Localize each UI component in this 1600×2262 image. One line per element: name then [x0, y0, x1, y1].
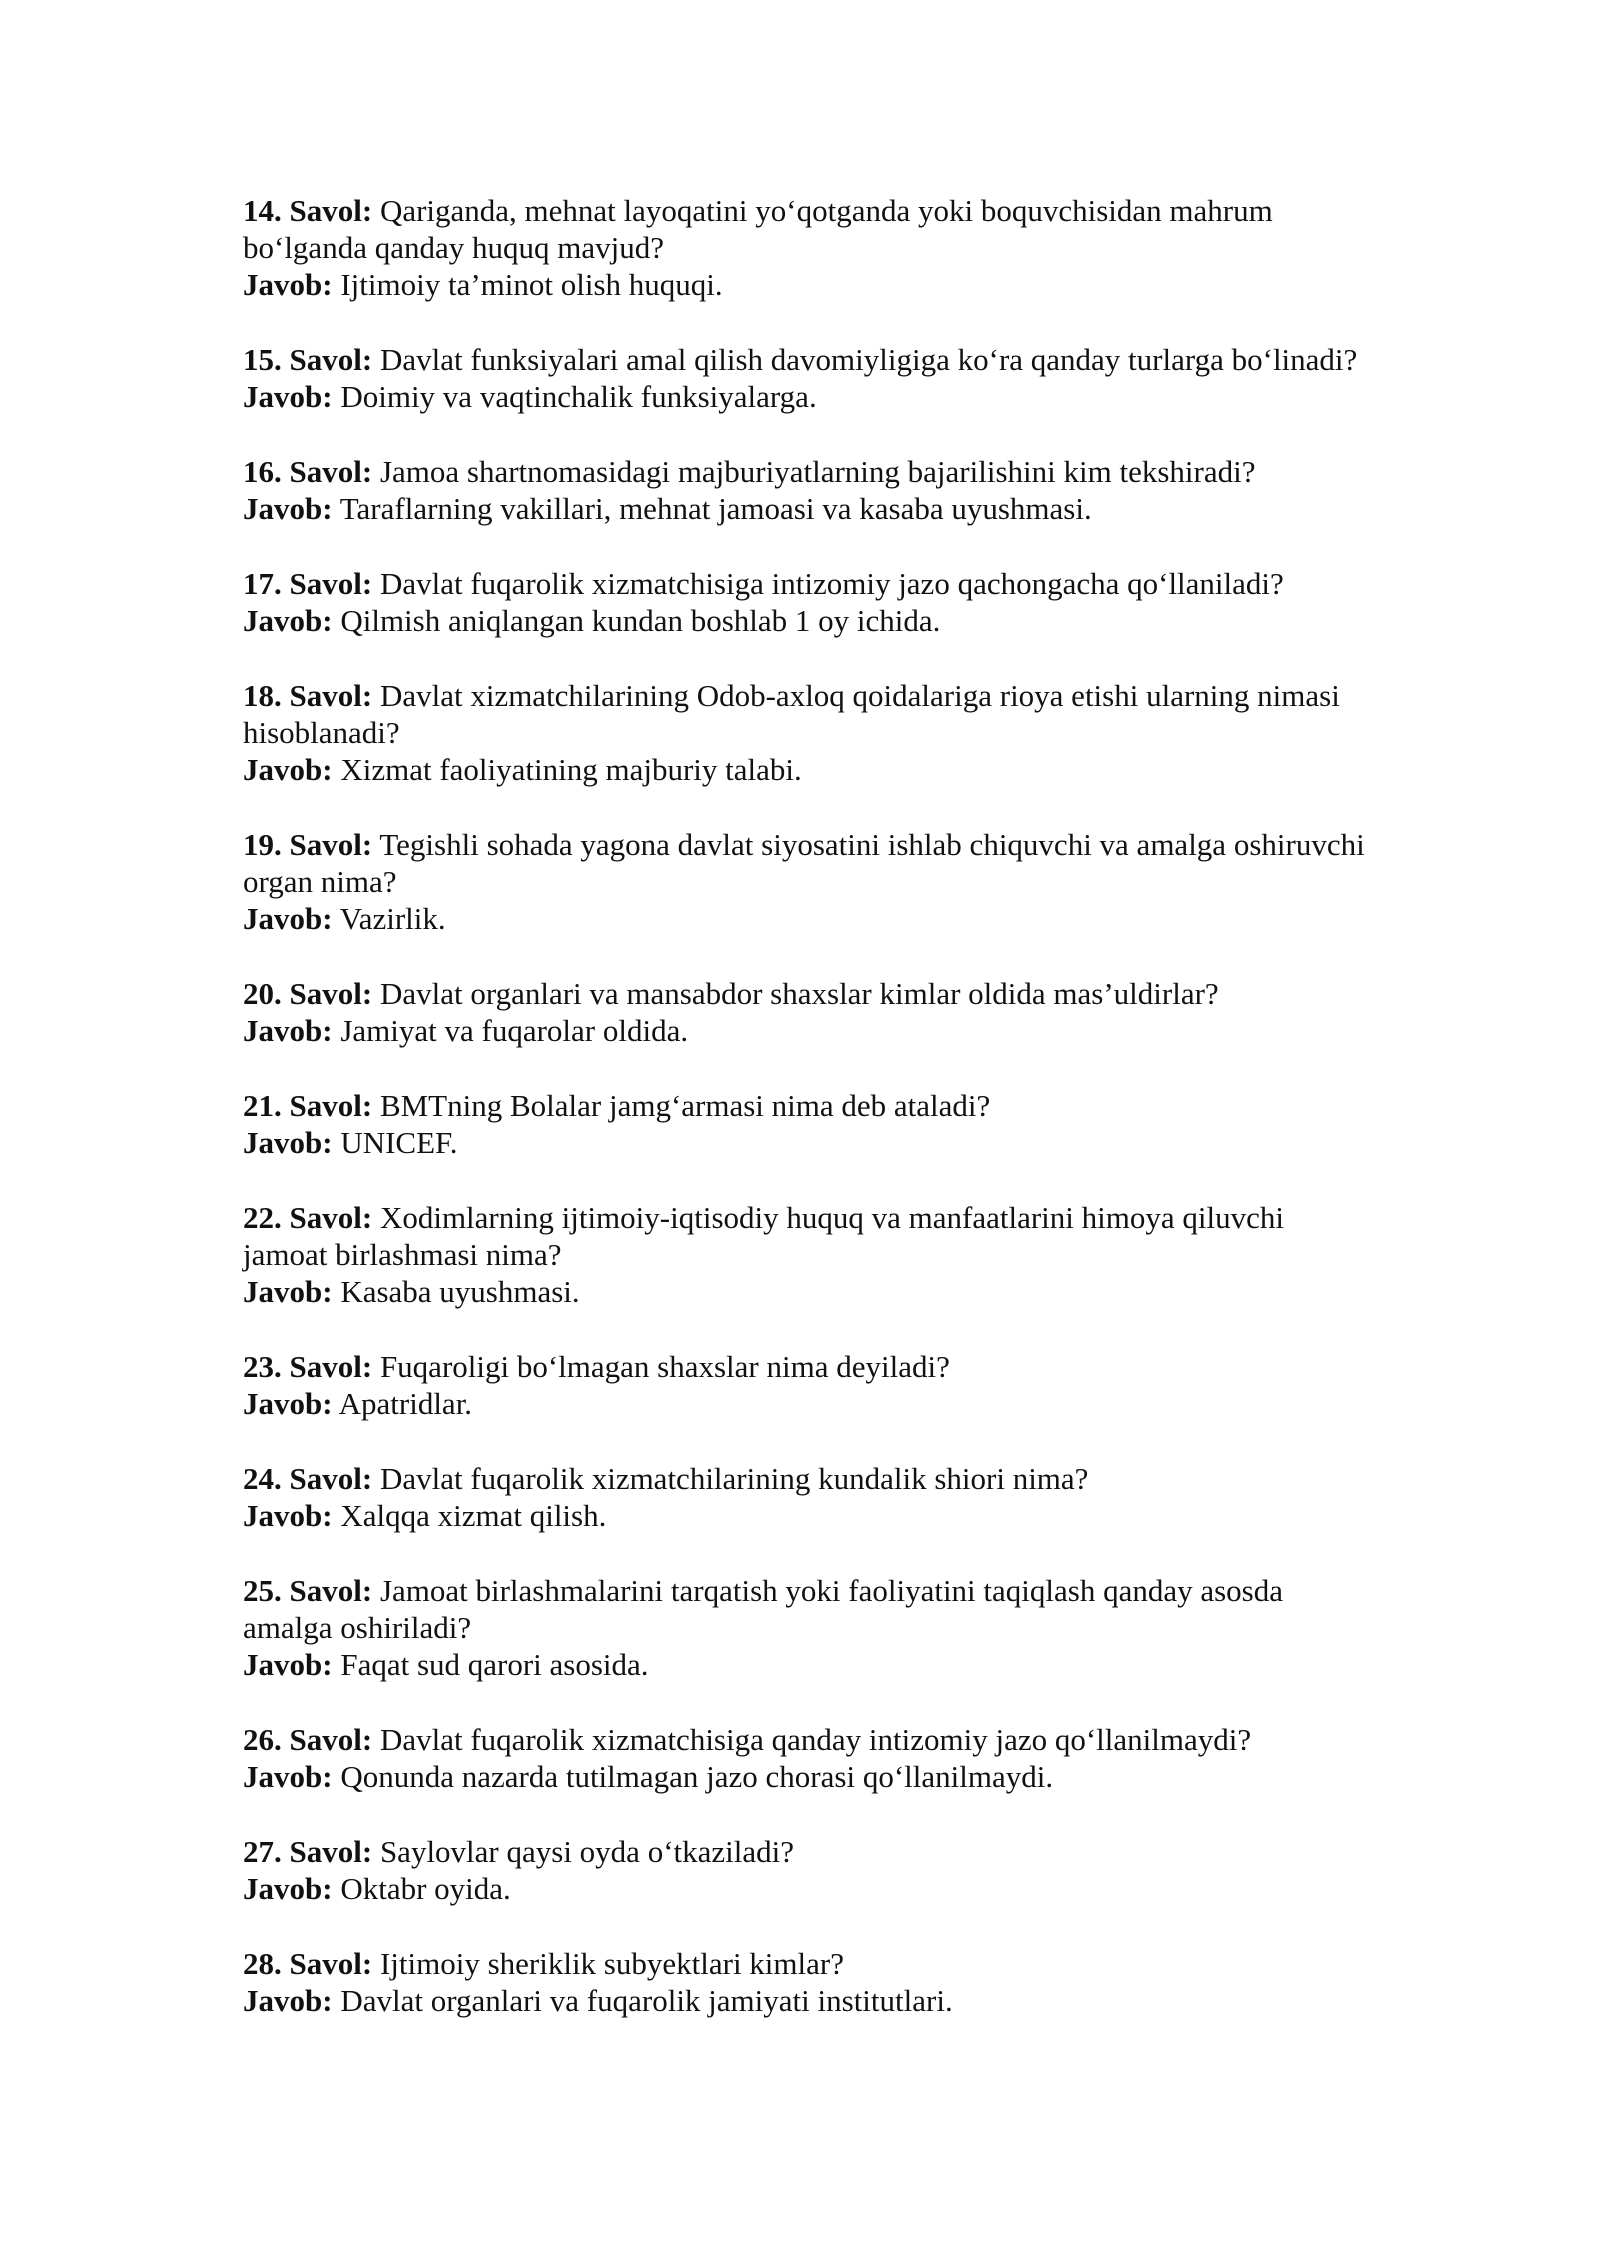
answer-label: Javob: — [243, 491, 333, 526]
qa-item — [243, 453, 1373, 527]
answer-line — [243, 1870, 1373, 1907]
answer-line — [243, 900, 1373, 937]
question-text: Davlat organlari va mansabdor shaxslar kimlar oldida mas’uldirlar? — [379, 976, 1219, 1011]
question-label: Savol: — [289, 1722, 373, 1757]
question-line — [243, 1199, 1373, 1273]
answer-label: Javob: — [243, 603, 333, 638]
question-text: Saylovlar qaysi oyda o‘tkaziladi? — [379, 1834, 795, 1869]
answer-line — [243, 1497, 1373, 1534]
answer-text: Jamiyat va fuqarolar oldida. — [340, 1013, 689, 1048]
question-number: 19. — [243, 827, 282, 862]
question-text: Davlat fuqarolik xizmatchisiga qanday intizomiy jazo qo‘llanilmaydi? — [379, 1722, 1252, 1757]
question-label: Savol: — [289, 1573, 373, 1608]
answer-label: Javob: — [243, 267, 333, 302]
question-number: 28. — [243, 1946, 282, 1981]
qa-item — [243, 1348, 1373, 1422]
question-number: 21. — [243, 1088, 282, 1123]
answer-line — [243, 1273, 1373, 1310]
question-number: 24. — [243, 1461, 282, 1496]
question-line — [243, 1721, 1373, 1758]
question-label: Savol: — [289, 342, 373, 377]
qa-item — [243, 1460, 1373, 1534]
question-label: Savol: — [289, 193, 373, 228]
answer-line — [243, 1758, 1373, 1795]
answer-line — [243, 602, 1373, 639]
answer-text: Kasaba uyushmasi. — [340, 1274, 580, 1309]
answer-label: Javob: — [243, 1498, 333, 1533]
qa-item — [243, 192, 1373, 303]
qa-item — [243, 677, 1373, 788]
answer-text: Doimiy va vaqtinchalik funksiyalarga. — [340, 379, 817, 414]
question-text: Jamoa shartnomasidagi majburiyatlarning bajarilishini kim tekshiradi? — [379, 454, 1256, 489]
question-number: 15. — [243, 342, 282, 377]
qa-item — [243, 1721, 1373, 1795]
answer-label: Javob: — [243, 1274, 333, 1309]
question-line — [243, 1087, 1373, 1124]
qa-list — [243, 192, 1373, 2057]
question-text: Ijtimoiy sheriklik subyektlari kimlar? — [379, 1946, 844, 1981]
answer-line — [243, 378, 1373, 415]
qa-item — [243, 1199, 1373, 1310]
question-text: Davlat fuqarolik xizmatchisiga intizomiy jazo qachongacha qo‘llaniladi? — [379, 566, 1284, 601]
question-text: Fuqaroligi bo‘lmagan shaxslar nima deyiladi? — [379, 1349, 950, 1384]
question-number: 27. — [243, 1834, 282, 1869]
answer-label: Javob: — [243, 752, 333, 787]
question-line — [243, 565, 1373, 602]
answer-label: Javob: — [243, 1759, 333, 1794]
question-text: Tegishli sohada yagona davlat siyosatini ishlab chiquvchi va amalga oshiruvchi organ nima? — [243, 827, 1365, 899]
question-label: Savol: — [289, 678, 373, 713]
question-label: Savol: — [289, 1200, 373, 1235]
answer-text: Taraflarning vakillari, mehnat jamoasi va kasaba uyushmasi. — [339, 491, 1092, 526]
answer-label: Javob: — [243, 1386, 333, 1421]
answer-line — [243, 1646, 1373, 1683]
qa-item — [243, 341, 1373, 415]
question-label: Savol: — [289, 1461, 373, 1496]
answer-line — [243, 1385, 1373, 1422]
question-text: Davlat fuqarolik xizmatchilarining kundalik shiori nima? — [379, 1461, 1089, 1496]
question-label: Savol: — [289, 1349, 373, 1384]
qa-item — [243, 975, 1373, 1049]
question-text: Jamoat birlashmalarini tarqatish yoki faoliyatini taqiqlash qanday asosda amalga oshiriladi? — [243, 1573, 1284, 1645]
question-label: Savol: — [289, 1088, 373, 1123]
answer-line — [243, 1982, 1373, 2019]
question-number: 14. — [243, 193, 282, 228]
answer-text: Oktabr oyida. — [340, 1871, 511, 1906]
answer-label: Javob: — [243, 901, 333, 936]
question-text: Davlat xizmatchilarining Odob-axloq qoidalariga rioya etishi ularning nimasi hisoblanadi? — [243, 678, 1340, 750]
question-line — [243, 1833, 1373, 1870]
question-number: 22. — [243, 1200, 282, 1235]
answer-line — [243, 1012, 1373, 1049]
question-label: Savol: — [289, 566, 373, 601]
answer-text: Davlat organlari va fuqarolik jamiyati institutlari. — [340, 1983, 953, 2018]
question-label: Savol: — [289, 1834, 373, 1869]
answer-text: Faqat sud qarori asosida. — [340, 1647, 649, 1682]
question-label: Savol: — [289, 976, 373, 1011]
question-line — [243, 192, 1373, 266]
answer-label: Javob: — [243, 379, 333, 414]
qa-item — [243, 1572, 1373, 1683]
question-number: 16. — [243, 454, 282, 489]
question-line — [243, 1460, 1373, 1497]
question-line — [243, 453, 1373, 490]
question-text: BMTning Bolalar jamg‘armasi nima deb ataladi? — [379, 1088, 991, 1123]
question-line — [243, 975, 1373, 1012]
qa-item — [243, 565, 1373, 639]
question-text: Qariganda, mehnat layoqatini yo‘qotganda yoki boquvchisidan mahrum bo‘lganda qanday huquq mavjud? — [243, 193, 1273, 265]
answer-line — [243, 490, 1373, 527]
question-number: 25. — [243, 1573, 282, 1608]
question-line — [243, 1945, 1373, 1982]
question-line — [243, 341, 1373, 378]
answer-text: Apatridlar. — [338, 1386, 473, 1421]
question-number: 18. — [243, 678, 282, 713]
answer-text: Xalqqa xizmat qilish. — [340, 1498, 607, 1533]
question-number: 23. — [243, 1349, 282, 1384]
question-text: Xodimlarning ijtimoiy-iqtisodiy huquq va manfaatlarini himoya qiluvchi jamoat birlashmasi nima? — [243, 1200, 1284, 1272]
answer-line — [243, 1124, 1373, 1161]
answer-label: Javob: — [243, 1125, 333, 1160]
question-text: Davlat funksiyalari amal qilish davomiyligiga ko‘ra qanday turlarga bo‘linadi? — [379, 342, 1358, 377]
answer-line — [243, 751, 1373, 788]
qa-item — [243, 1945, 1373, 2019]
qa-item — [243, 1833, 1373, 1907]
qa-item — [243, 1087, 1373, 1161]
answer-text: Xizmat faoliyatining majburiy talabi. — [340, 752, 802, 787]
answer-text: Ijtimoiy ta’minot olish huquqi. — [340, 267, 723, 302]
question-number: 17. — [243, 566, 282, 601]
answer-text: UNICEF. — [340, 1125, 458, 1160]
answer-label: Javob: — [243, 1983, 333, 2018]
question-line — [243, 826, 1373, 900]
answer-label: Javob: — [243, 1871, 333, 1906]
answer-text: Qonunda nazarda tutilmagan jazo chorasi qo‘llanilmaydi. — [340, 1759, 1054, 1794]
answer-line — [243, 266, 1373, 303]
question-line — [243, 677, 1373, 751]
qa-item — [243, 826, 1373, 937]
question-label: Savol: — [289, 454, 373, 489]
answer-label: Javob: — [243, 1013, 333, 1048]
answer-text: Vazirlik. — [339, 901, 446, 936]
question-line — [243, 1572, 1373, 1646]
question-number: 26. — [243, 1722, 282, 1757]
question-number: 20. — [243, 976, 282, 1011]
question-label: Savol: — [289, 1946, 373, 1981]
question-label: Savol: — [289, 827, 373, 862]
answer-text: Qilmish aniqlangan kundan boshlab 1 oy ichida. — [340, 603, 941, 638]
answer-label: Javob: — [243, 1647, 333, 1682]
question-line — [243, 1348, 1373, 1385]
